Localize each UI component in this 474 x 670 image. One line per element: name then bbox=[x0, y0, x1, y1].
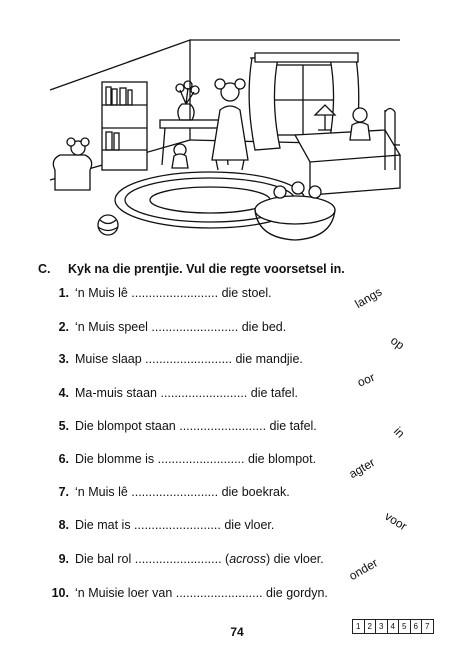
illustration-mice-bedroom bbox=[40, 20, 440, 250]
word-bank-item: langs bbox=[352, 284, 385, 312]
score-box: 6 bbox=[411, 620, 423, 633]
bookshelf bbox=[102, 82, 147, 170]
question-6: 6. Die blomme is ......................... die blompot. bbox=[58, 452, 317, 466]
page-number: 74 bbox=[230, 625, 244, 639]
ball bbox=[98, 215, 118, 235]
word-bank-item: in bbox=[391, 424, 408, 441]
question-10: 10. ‘n Muisie loer van ......................... die gordyn. bbox=[51, 586, 328, 600]
score-boxes bbox=[352, 619, 434, 634]
score-box: 3 bbox=[376, 620, 388, 633]
mouse-on-chair bbox=[53, 138, 91, 190]
mother-mouse bbox=[212, 79, 248, 170]
word-bank-item: op bbox=[387, 333, 407, 353]
question-4: 4. Ma-muis staan ......................... die tafel. bbox=[58, 386, 298, 400]
word-bank-item: agter bbox=[346, 455, 378, 482]
score-box: 4 bbox=[388, 620, 400, 633]
word-bank-item: oor bbox=[355, 370, 377, 390]
question-5: 5. Die blompot staan ......................... die tafel. bbox=[58, 419, 317, 433]
word-bank-item: voor bbox=[382, 509, 410, 534]
word-bank-item: onder bbox=[346, 555, 381, 584]
question-9: 9. Die bal rol ......................... (across) die vloer. bbox=[58, 552, 324, 566]
section-letter: C. bbox=[38, 262, 51, 276]
question-8: 8. Die mat is ......................... die vloer. bbox=[58, 518, 275, 532]
score-box: 1 bbox=[353, 620, 365, 633]
question-3: 3. Muise slaap ......................... die mandjie. bbox=[58, 352, 303, 366]
question-7: 7. ‘n Muis lê ......................... die boekrak. bbox=[58, 485, 290, 499]
question-2: 2. ‘n Muis speel ......................... die bed. bbox=[58, 320, 287, 334]
score-box: 7 bbox=[425, 622, 430, 631]
section-heading bbox=[38, 262, 345, 276]
section-instruction: Kyk na die prentjie. Vul die regte voorsetsel in. bbox=[68, 262, 345, 276]
score-box: 5 bbox=[399, 620, 411, 633]
question-1: 1. ‘n Muis lê ......................... die stoel. bbox=[58, 286, 272, 300]
score-box: 2 bbox=[365, 620, 377, 633]
